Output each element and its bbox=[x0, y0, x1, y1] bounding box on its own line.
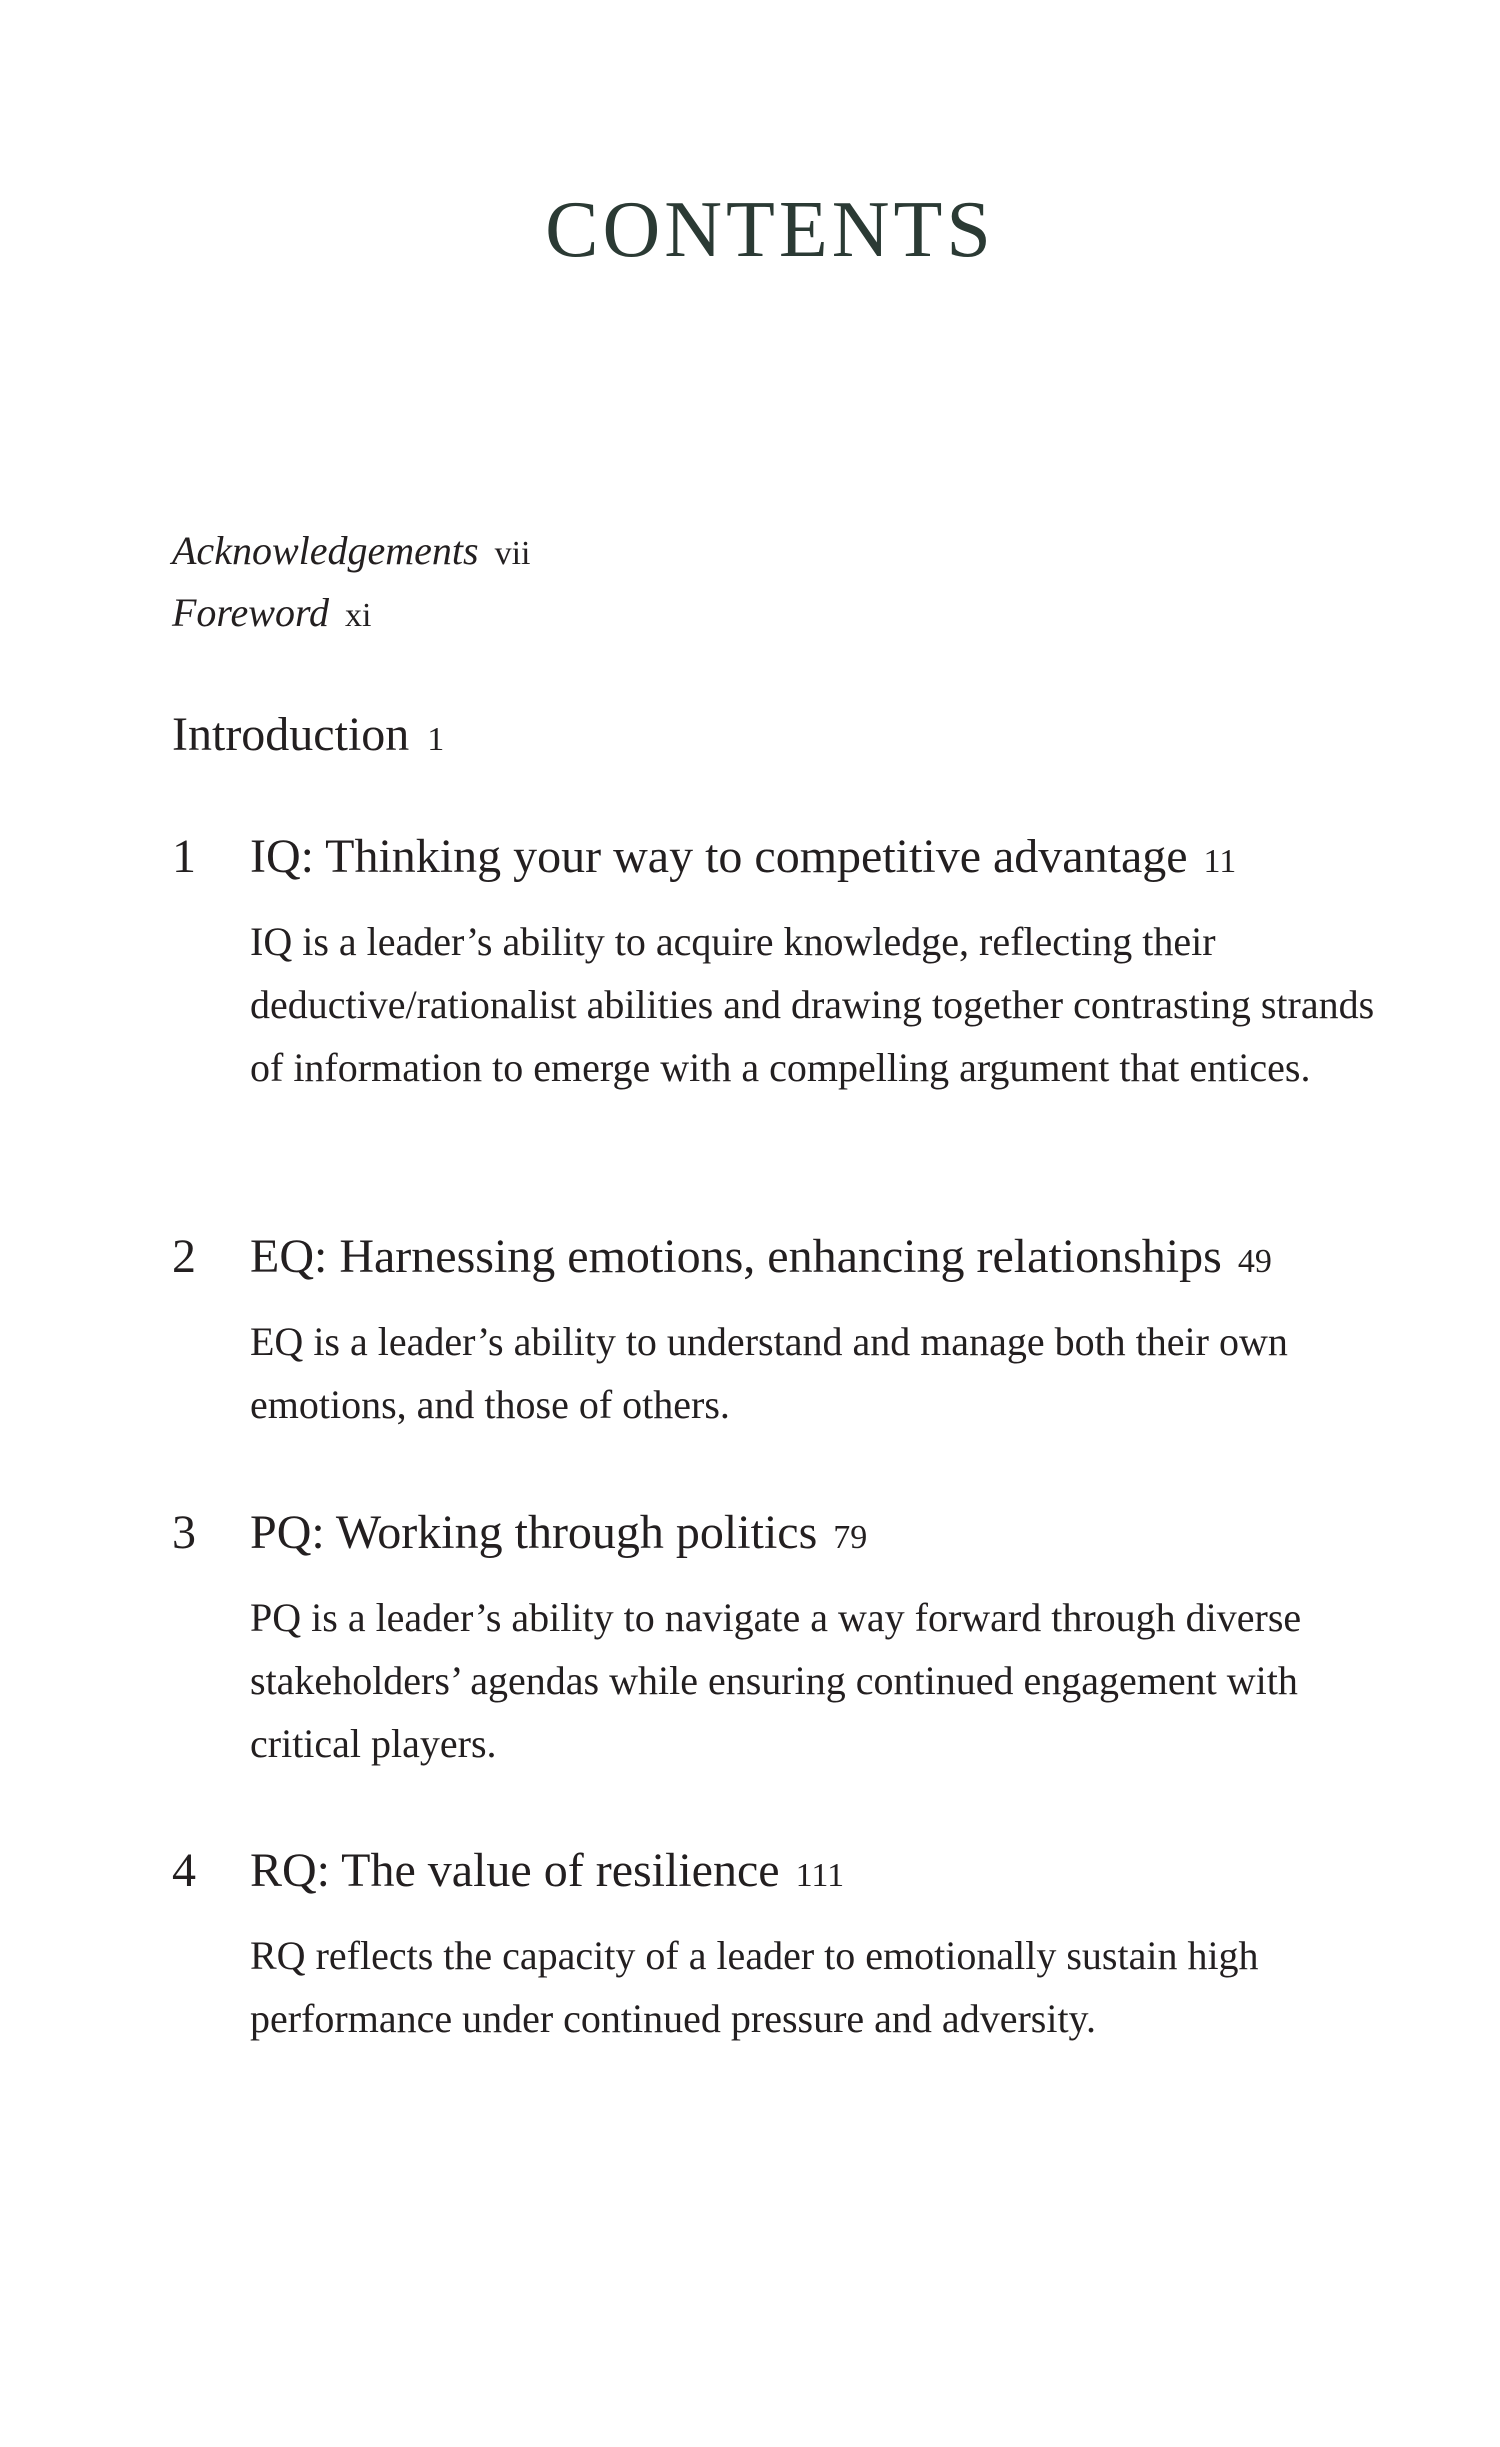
chapter-description: EQ is a leader’s ability to understand and manage both their own emotions, and those of others. bbox=[250, 1319, 1288, 1427]
chapter-title: RQ: The value of resilience bbox=[250, 1844, 780, 1897]
chapter-number: 3 bbox=[172, 1506, 196, 1559]
chapter-page: 11 bbox=[1203, 843, 1237, 880]
toc-entry-page: xi bbox=[345, 597, 372, 634]
toc-entry-title: Acknowledgements bbox=[172, 528, 479, 573]
chapter-title: IQ: Thinking your way to competitive advantage bbox=[250, 830, 1188, 883]
toc-entry-page: 1 bbox=[427, 721, 445, 758]
chapter-heading bbox=[250, 1836, 844, 1911]
chapter-description: IQ is a leader’s ability to acquire knowledge, reflecting their deductive/rationalist abilities and drawing together contrasting strands of information to emerge with a compelling argument that entices. bbox=[250, 919, 1375, 1090]
chapter-number: 1 bbox=[172, 830, 196, 883]
chapter-heading bbox=[250, 1222, 1272, 1297]
page-title: CONTENTS bbox=[545, 186, 995, 274]
toc-entry-acknowledgements[interactable] bbox=[172, 520, 530, 582]
chapter-number: 4 bbox=[172, 1844, 196, 1897]
chapter-title: PQ: Working through politics bbox=[250, 1506, 818, 1559]
toc-entry-introduction[interactable] bbox=[172, 700, 444, 775]
chapter-page: 79 bbox=[833, 1519, 868, 1556]
chapter-heading bbox=[250, 822, 1236, 897]
chapter-page: 49 bbox=[1237, 1243, 1272, 1280]
chapter-number: 2 bbox=[172, 1230, 196, 1283]
chapter-description: PQ is a leader’s ability to navigate a way forward through diverse stakeholders’ agendas while ensuring continued engagement with critical players. bbox=[250, 1595, 1302, 1766]
chapter-heading bbox=[250, 1498, 867, 1573]
toc-entry-title: Foreword bbox=[172, 590, 330, 635]
toc-entry-page: vii bbox=[494, 535, 531, 572]
toc-entry-title: Introduction bbox=[172, 708, 410, 761]
toc-entry-foreword[interactable] bbox=[172, 582, 530, 644]
chapter-title: EQ: Harnessing emotions, enhancing relationships bbox=[250, 1230, 1222, 1283]
front-matter-list bbox=[172, 520, 530, 644]
chapter-description: RQ reflects the capacity of a leader to emotionally sustain high performance under continued pressure and adversity. bbox=[250, 1933, 1259, 2041]
chapter-page: 111 bbox=[795, 1857, 845, 1894]
